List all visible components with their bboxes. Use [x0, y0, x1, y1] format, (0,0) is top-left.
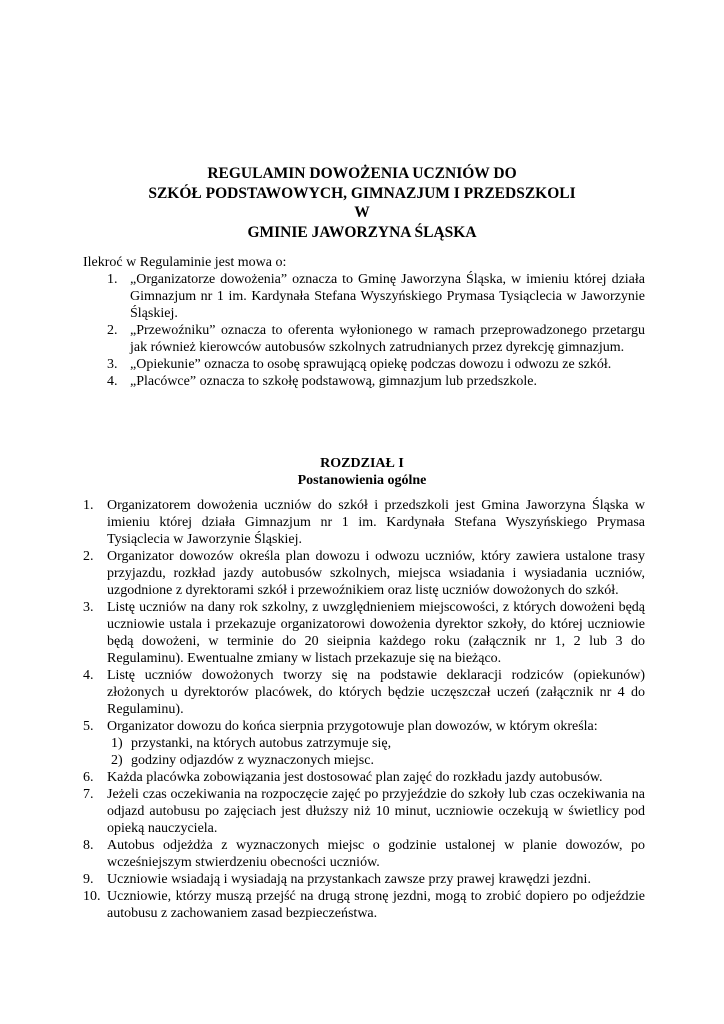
chapter-heading-block [0, 455, 724, 489]
rule-text: Jeżeli czas oczekiwania na rozpoczęcie zajęć po przyjeździe do szkoły lub czas oczekiwania na odjazd autobusu po zajęciach jest dłuższy niż 10 minut, uczniowie oczekują w świetlicy pod opieką nauczyciela. [107, 787, 645, 836]
rule-subitem-text: godziny odjazdów z wyznaczonych miejsc. [131, 753, 374, 768]
definition-number: 1. [107, 272, 118, 287]
rule-text: Organizator dowozów określa plan dowozu i odwozu uczniów, który zawiera ustalone trasy przyjazdu, rozkład jazdy autobusów szkolnych, miejsca wsiadania i wysiadania uczniów, uzgodnione z dyrektorami szkół i przewoźnikiem oraz listę uczniów dowożonych do szkół. [107, 549, 645, 598]
definition-text: „Placówce” oznacza to szkołę podstawową, gimnazjum lub przedszkole. [130, 374, 538, 389]
rule-item [83, 871, 645, 888]
rule-number: 4. [83, 668, 94, 683]
rule-item [83, 888, 645, 922]
definitions-lead: Ilekroć w Regulaminie jest mowa o: [83, 255, 287, 270]
rule-number: 7. [83, 787, 94, 802]
definition-text: „Organizatorze dowożenia” oznacza to Gminę Jaworzyna Śląska, w imieniu której działa Gimnazjum nr 1 im. Kardynała Stefana Wyszyńskiego Prymasa Tysiąclecia w Jaworzynie Śląskiej. [130, 272, 645, 321]
rule-subitem-number: 2) [111, 753, 123, 768]
rule-subitem [107, 752, 645, 769]
chapter-heading: ROZDZIAŁ I [320, 456, 404, 471]
rule-subitem-number: 1) [111, 736, 123, 751]
rule-text: Listę uczniów dowożonych tworzy się na podstawie deklaracji rodziców (opiekunów) złożonych u dyrektorów placówek, do których będzie uczęszczał uczeń (załącznik nr 4 do Regulaminu). [107, 668, 645, 717]
title-line-2: SZKÓŁ PODSTAWOWYCH, GIMNAZJUM I PRZEDSZKOLI [148, 184, 576, 202]
definition-item [83, 271, 645, 322]
chapter-subheading: Postanowienia ogólne [297, 473, 427, 488]
document-title [0, 164, 724, 242]
rule-item [83, 497, 645, 548]
rule-item [83, 599, 645, 667]
rule-text: Uczniowie, którzy muszą przejść na drugą stronę jezdni, mogą to zrobić dopiero po odjeździe autobusu z zachowaniem zasad bezpieczeństwa. [107, 889, 645, 921]
rule-item [83, 769, 645, 786]
definition-item [83, 322, 645, 356]
definition-number: 3. [107, 357, 118, 372]
definition-item [83, 373, 645, 390]
rule-text: Listę uczniów na dany rok szkolny, z uwzględnieniem miejscowości, z których dowożeni będą uczniowie ustala i przekazuje organizatorowi dowożenia dyrektor szkoły, do której uczniowie będą dowożeni, w terminie do 20 sieipnia każdego roku (załącznik nr 1, 2 lub 3 do Regulaminu). Ewentualne zmiany w listach przekazuje się na bieżąco. [107, 600, 645, 666]
definition-number: 4. [107, 374, 118, 389]
rule-text: Organizator dowozu do końca sierpnia przygotowuje plan dowozów, w którym określa: [107, 719, 598, 734]
title-line-1: REGULAMIN DOWOŻENIA UCZNIÓW DO [207, 165, 517, 182]
title-line-4: GMINIE JAWORZYNA ŚLĄSKA [247, 223, 477, 241]
rule-number: 6. [83, 770, 94, 785]
rule-number: 9. [83, 872, 94, 887]
definition-item [83, 356, 645, 373]
rule-number: 3. [83, 600, 94, 615]
rules-list [83, 497, 645, 922]
rule-number: 10. [83, 889, 101, 904]
rule-number: 8. [83, 838, 94, 853]
rule-text: Organizatorem dowożenia uczniów do szkół i przedszkoli jest Gmina Jaworzyna Śląska w imieniu której działa Gimnazjum nr 1 im. Kardynała Stefana Wyszyńskiego Prymasa Tysiąclecia w Jaworzynie Śląskiej. [107, 498, 645, 547]
definition-number: 2. [107, 323, 118, 338]
rule-text: Uczniowie wsiadają i wysiadają na przystankach zawsze przy prawej krawędzi jezdni. [107, 872, 591, 887]
title-line-3: W [354, 204, 370, 221]
definition-text: „Opiekunie” oznacza to osobę sprawującą opiekę podczas dowozu i odwozu ze szkół. [130, 357, 612, 372]
rule-number: 2. [83, 549, 94, 564]
rule-sublist [107, 735, 645, 769]
rule-subitem-text: przystanki, na których autobus zatrzymuje się, [131, 736, 392, 751]
rule-text: Autobus odjeżdża z wyznaczonych miejsc o godzinie ustalonej w planie dowozów, po wcześniejszym stwierdzeniu obecności uczniów. [107, 838, 645, 870]
definition-text: „Przewoźniku” oznacza to oferenta wyłonionego w ramach przeprowadzonego przetargu jak również kierowców autobusów szkolnych zatrudnianych przez dyrekcję gimnazjum. [130, 323, 645, 355]
rule-number: 1. [83, 498, 94, 513]
rule-item [83, 837, 645, 871]
rule-item [83, 786, 645, 837]
rule-text: Każda placówka zobowiązania jest dostosować plan zajęć do rozkładu jazdy autobusów. [107, 770, 603, 785]
rule-item [83, 548, 645, 599]
definitions-section [83, 254, 645, 390]
rule-number: 5. [83, 719, 94, 734]
rule-subitem [107, 735, 645, 752]
rule-item [83, 718, 645, 769]
definitions-list [83, 271, 645, 390]
rule-item [83, 667, 645, 718]
